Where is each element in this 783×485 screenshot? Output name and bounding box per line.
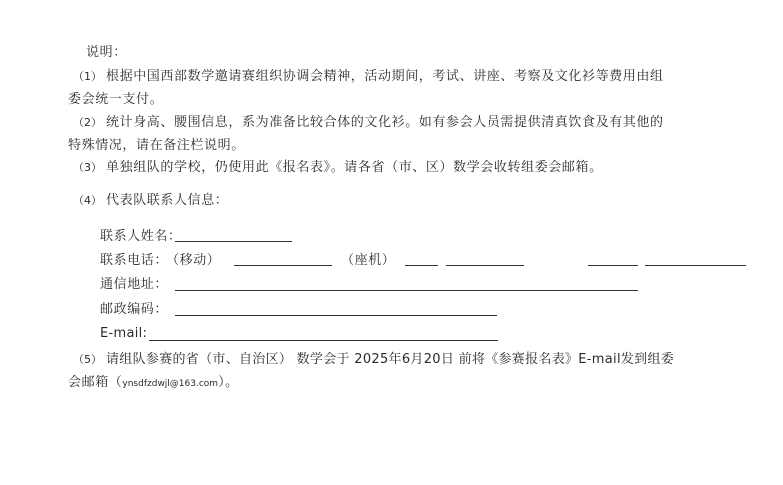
item-4-line-1: 代表队联系人信息： <box>106 193 229 208</box>
extra-phone-field-1[interactable] <box>588 265 638 266</box>
contact-name-label: 联系人姓名： <box>100 229 182 244</box>
item-5-line-2-suffix: ）。 <box>218 375 239 390</box>
item-3-line-1: 单独组队的学校，仍使用此《报名表》。请各省（市、区）数学会收转组委会邮箱。 <box>106 160 603 175</box>
contact-postcode-field[interactable] <box>175 315 497 316</box>
landline-label: （座机） <box>341 253 396 268</box>
item-5-line-2-prefix: 会邮箱（ <box>68 375 123 390</box>
contact-name-field[interactable] <box>175 241 292 242</box>
contact-email-field[interactable] <box>149 340 498 341</box>
contact-phone-label: 联系电话： <box>100 253 169 268</box>
item-5-number: （5） <box>73 353 102 366</box>
mobile-phone-field[interactable] <box>234 265 332 266</box>
item-1-line-2: 委会统一支付。 <box>68 92 164 107</box>
item-2-number: （2） <box>73 116 102 129</box>
contact-address-field[interactable] <box>175 290 638 291</box>
landline-number-field[interactable] <box>446 265 524 266</box>
contact-postcode-label: 邮政编码： <box>100 302 169 317</box>
mobile-label: （移动） <box>166 253 221 268</box>
item-1-number: （1） <box>73 70 102 83</box>
landline-area-code-field[interactable] <box>405 265 438 266</box>
contact-address-label: 通信地址： <box>100 277 169 292</box>
heading: 说明： <box>86 45 127 60</box>
committee-email-address: ynsdfzdwjl@163.com <box>122 379 219 389</box>
item-4-number: （4） <box>73 194 102 207</box>
item-3-number: （3） <box>73 161 102 174</box>
item-2-line-1: 统计身高、腰围信息，系为准备比较合体的文化衫。如有参会人员需提供清真饮食及有其他的 <box>106 115 664 130</box>
item-2-line-2: 特殊情况，请在备注栏说明。 <box>68 138 245 153</box>
item-5-line-2 <box>68 374 239 393</box>
contact-email-label: E-mail: <box>100 326 148 341</box>
item-5-line-1: 请组队参赛的省（市、自治区） 数学会于 2025年6月20日 前将《参赛报名表》E-mail发到组委 <box>106 352 675 367</box>
extra-phone-field-2[interactable] <box>645 265 746 266</box>
item-1-line-1: 根据中国西部数学邀请赛组织协调会精神，活动期间，考试、讲座、考察及文化衫等费用由组 <box>106 69 664 84</box>
